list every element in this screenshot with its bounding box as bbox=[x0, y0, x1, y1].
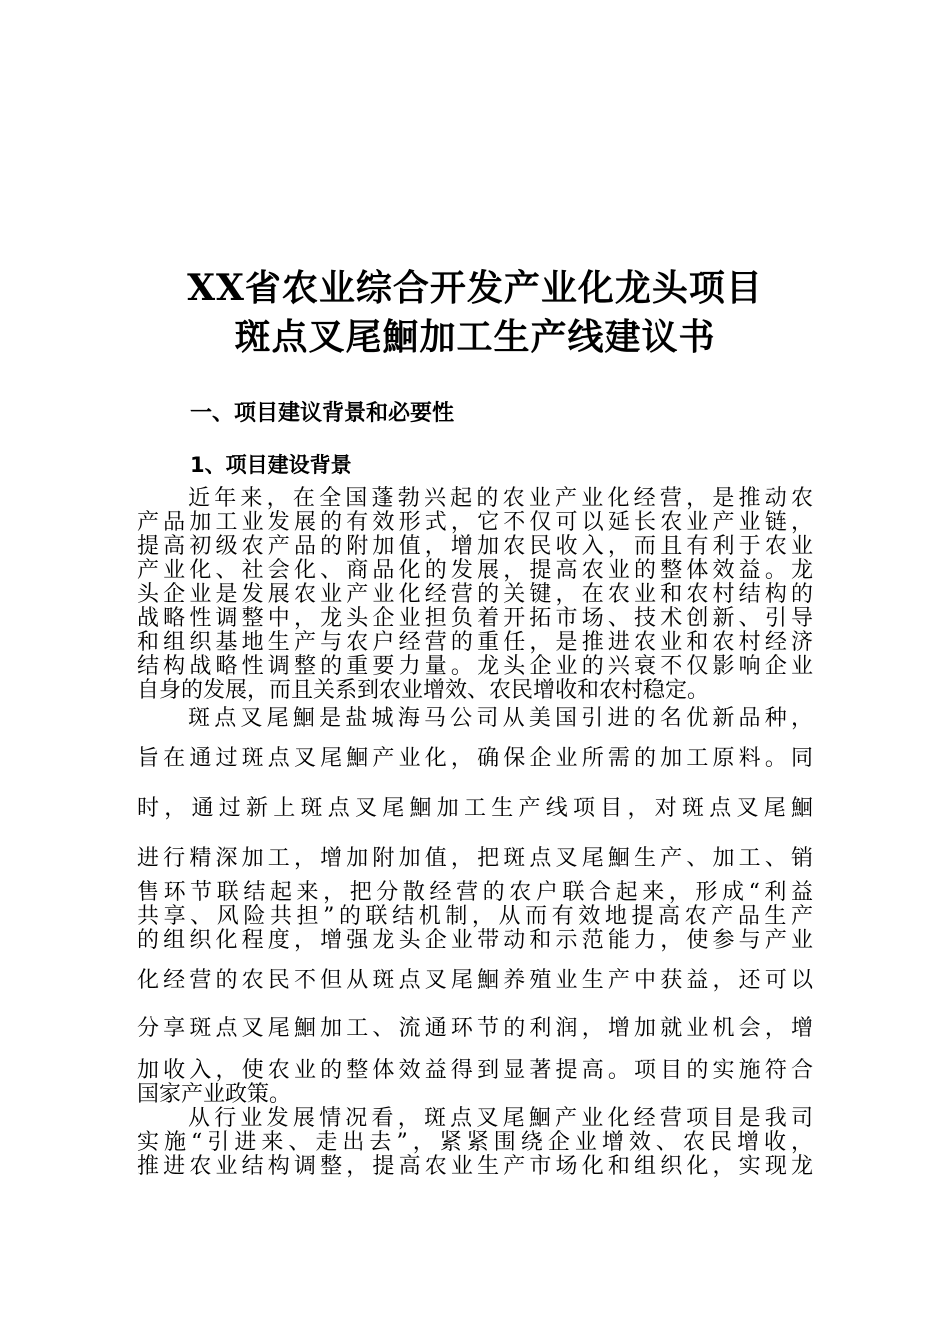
paragraph-line: 时，通过新上斑点叉尾鮰加工生产线项目，对斑点叉尾鮰 bbox=[137, 796, 813, 821]
paragraph-line: 斑点叉尾鮰是盐城海马公司从美国引进的名优新品种， bbox=[188, 706, 813, 731]
document-title-line1: XX省农业综合开发产业化龙头项目 bbox=[187, 267, 763, 309]
paragraph-line: 自身的发展，而且关系到农业增效、农民增收和农村稳定。 bbox=[137, 678, 710, 703]
paragraph-line: 和组织基地生产与农户经营的重任，是推进农业和农村经济 bbox=[137, 630, 813, 655]
document-title-line2: 斑点叉尾鮰加工生产线建议书 bbox=[234, 316, 716, 358]
paragraph-line: 产品加工业发展的有效形式，它不仅可以延长农业产业链， bbox=[137, 510, 813, 535]
paragraph-line: 战略性调整中，龙头企业担负着开拓市场、技术创新、引导 bbox=[137, 606, 813, 631]
paragraph-line: 国家产业政策。 bbox=[137, 1082, 292, 1107]
paragraph-line: 推进农业结构调整，提高农业生产市场化和组织化，实现龙 bbox=[137, 1154, 813, 1179]
paragraph-line: 提高初级农产品的附加值，增加农民收入，而且有利于农业 bbox=[137, 534, 813, 559]
paragraph-line: 进行精深加工，增加附加值，把斑点叉尾鮰生产、加工、销 bbox=[137, 846, 813, 871]
paragraph-line: 售环节联结起来，把分散经营的农户联合起来，形成“利益 bbox=[137, 880, 813, 905]
paragraph-line: 共享、风险共担”的联结机制，从而有效地提高农产品生产 bbox=[137, 904, 813, 929]
paragraph-line: 实施“引进来、走出去”，紧紧围绕企业增效、农民增收， bbox=[137, 1130, 813, 1155]
paragraph-line: 旨在通过斑点叉尾鮰产业化，确保企业所需的加工原料。同 bbox=[137, 746, 813, 771]
paragraph-line: 分享斑点叉尾鮰加工、流通环节的利润，增加就业机会，增 bbox=[137, 1016, 813, 1041]
paragraph-line: 头企业是发展农业产业化经营的关键，在农业和农村结构的 bbox=[137, 582, 813, 607]
paragraph-line: 产业化、社会化、商品化的发展，提高农业的整体效益。龙 bbox=[137, 558, 813, 583]
subsection-heading: 1、项目建设背景 bbox=[190, 453, 352, 477]
section-heading: 一、项目建议背景和必要性 bbox=[190, 401, 455, 426]
paragraph-line: 结构战略性调整的重要力量。龙头企业的兴衰不仅影响企业 bbox=[137, 654, 813, 679]
paragraph-line: 近年来，在全国蓬勃兴起的农业产业化经营，是推动农 bbox=[188, 486, 813, 511]
paragraph-line: 化经营的农民不但从斑点叉尾鮰养殖业生产中获益，还可以 bbox=[137, 968, 813, 993]
paragraph-line: 加收入，使农业的整体效益得到显著提高。项目的实施符合 bbox=[137, 1058, 813, 1083]
paragraph-line: 从行业发展情况看，斑点叉尾鮰产业化经营项目是我司 bbox=[188, 1106, 813, 1131]
paragraph-line: 的组织化程度，增强龙头企业带动和示范能力，使参与产业 bbox=[137, 928, 813, 953]
